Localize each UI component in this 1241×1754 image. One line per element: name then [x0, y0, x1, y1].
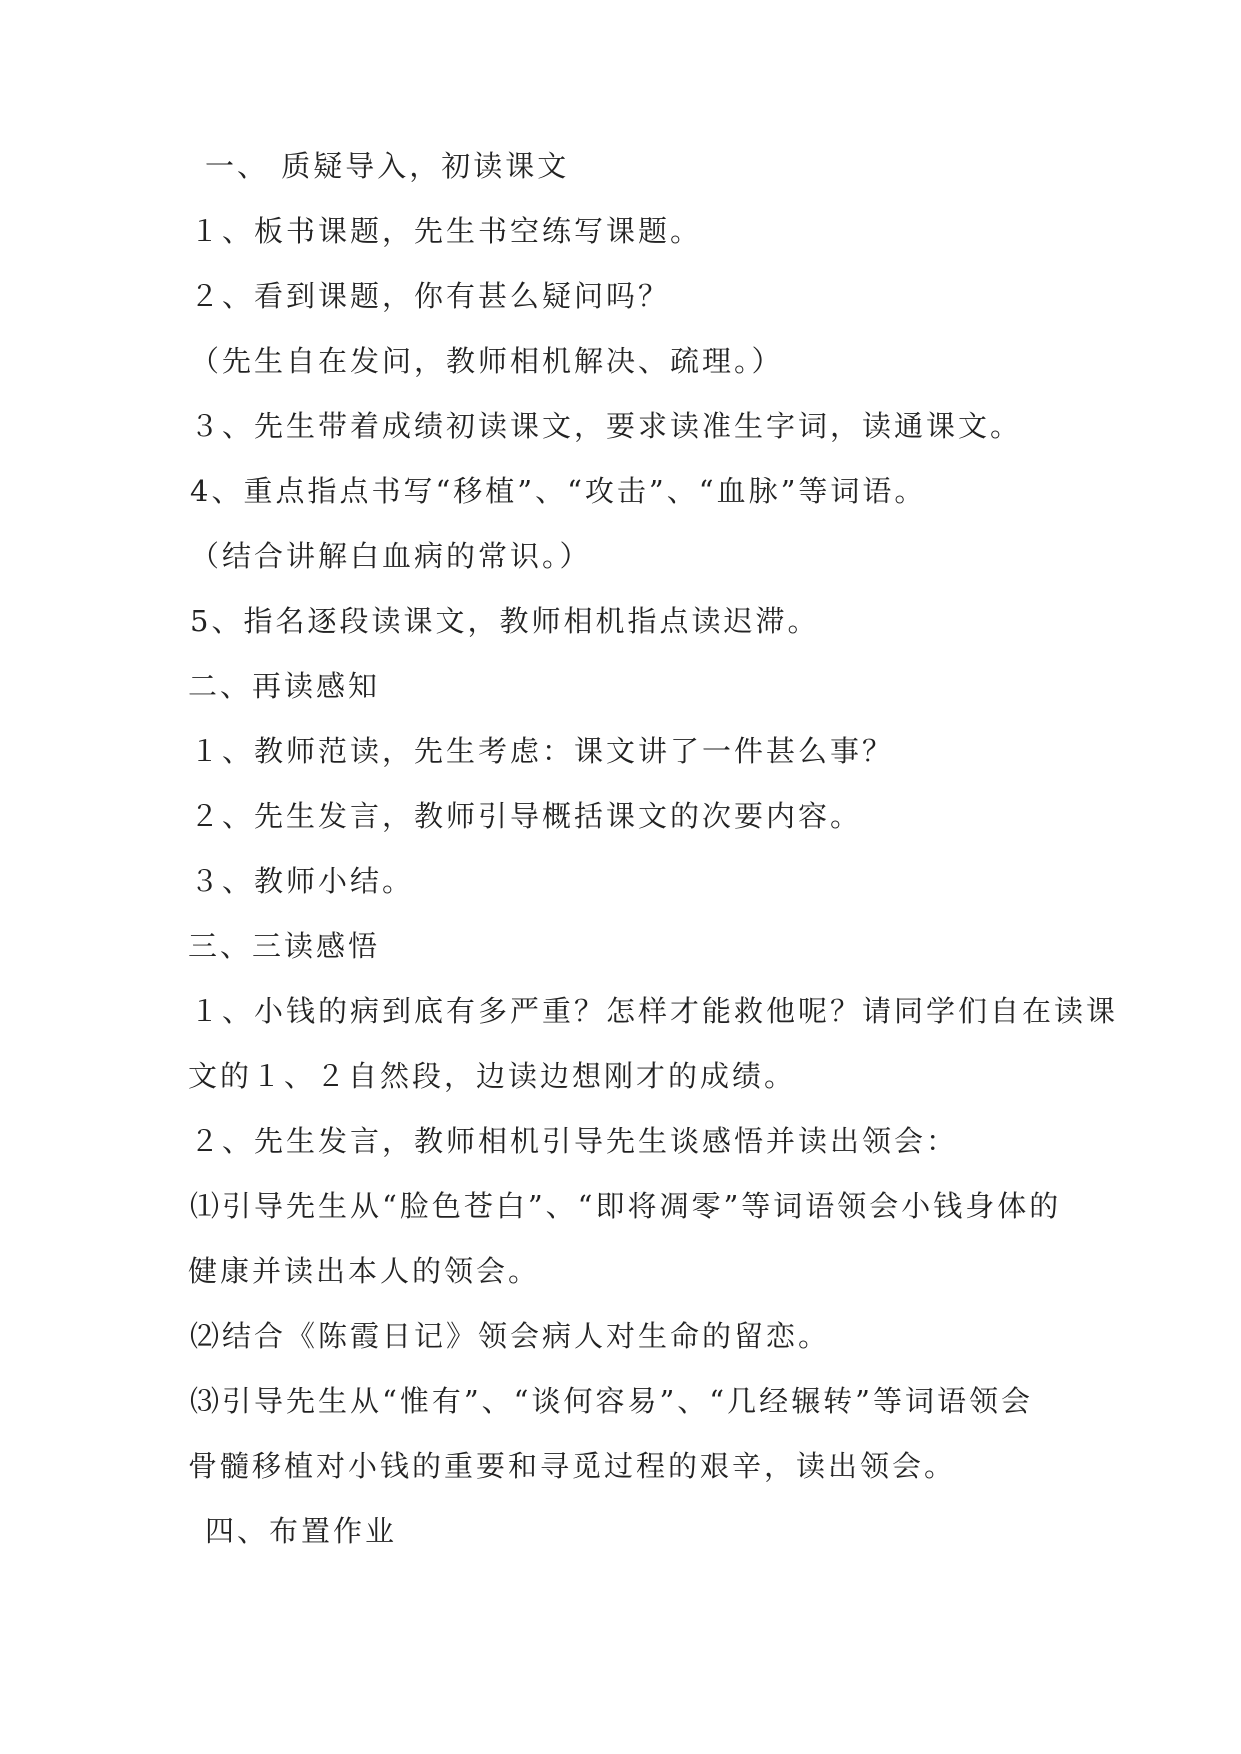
text-line: 4、重点指点书写“移植”、“攻击”、“血脉”等词语。	[190, 474, 927, 508]
text-line: （先生自在发问，教师相机解决、疏理。）	[190, 344, 784, 378]
text-line: 5、指名逐段读课文，教师相机指点读迟滞。	[190, 604, 820, 638]
text-line: ２、先生发言，教师相机引导先生谈感悟并读出领会：	[190, 1124, 959, 1158]
heading-section-2: 二、再读感知	[188, 669, 381, 703]
text-line: ２、先生发言，教师引导概括课文的次要内容。	[190, 799, 863, 833]
text-line: 文的１、２自然段，边读边想刚才的成绩。	[188, 1059, 797, 1093]
text-line: １、教师范读，先生考虑：课文讲了一件甚么事？	[190, 734, 895, 768]
text-line: ２、看到课题，你有甚么疑问吗？	[190, 279, 671, 313]
text-line: 健康并读出本人的领会。	[188, 1254, 541, 1288]
text-line: ３、教师小结。	[190, 864, 415, 898]
text-line: ⑵结合《陈霞日记》领会病人对生命的留恋。	[190, 1319, 831, 1353]
text-line: 骨髓移植对小钱的重要和寻觅过程的艰辛，读出领会。	[188, 1449, 957, 1483]
text-line: （结合讲解白血病的常识。）	[190, 539, 592, 573]
heading-section-4: 四、布置作业	[205, 1514, 398, 1548]
heading-section-1: 一、 质疑导入，初读课文	[205, 149, 570, 183]
text-line: １、小钱的病到底有多严重？怎样才能救他呢？请同学们自在读课	[190, 994, 1119, 1028]
text-line: ３、先生带着成绩初读课文，要求读准生字词，读通课文。	[190, 409, 1023, 443]
text-line: ⑶引导先生从“惟有”、“谈何容易”、“几经辗转”等词语领会	[190, 1384, 1033, 1418]
heading-section-3: 三、三读感悟	[188, 929, 381, 963]
text-line: １、板书课题，先生书空练写课题。	[190, 214, 703, 248]
text-line: ⑴引导先生从“脸色苍白”、“即将凋零”等词语领会小钱身体的	[190, 1189, 1062, 1223]
